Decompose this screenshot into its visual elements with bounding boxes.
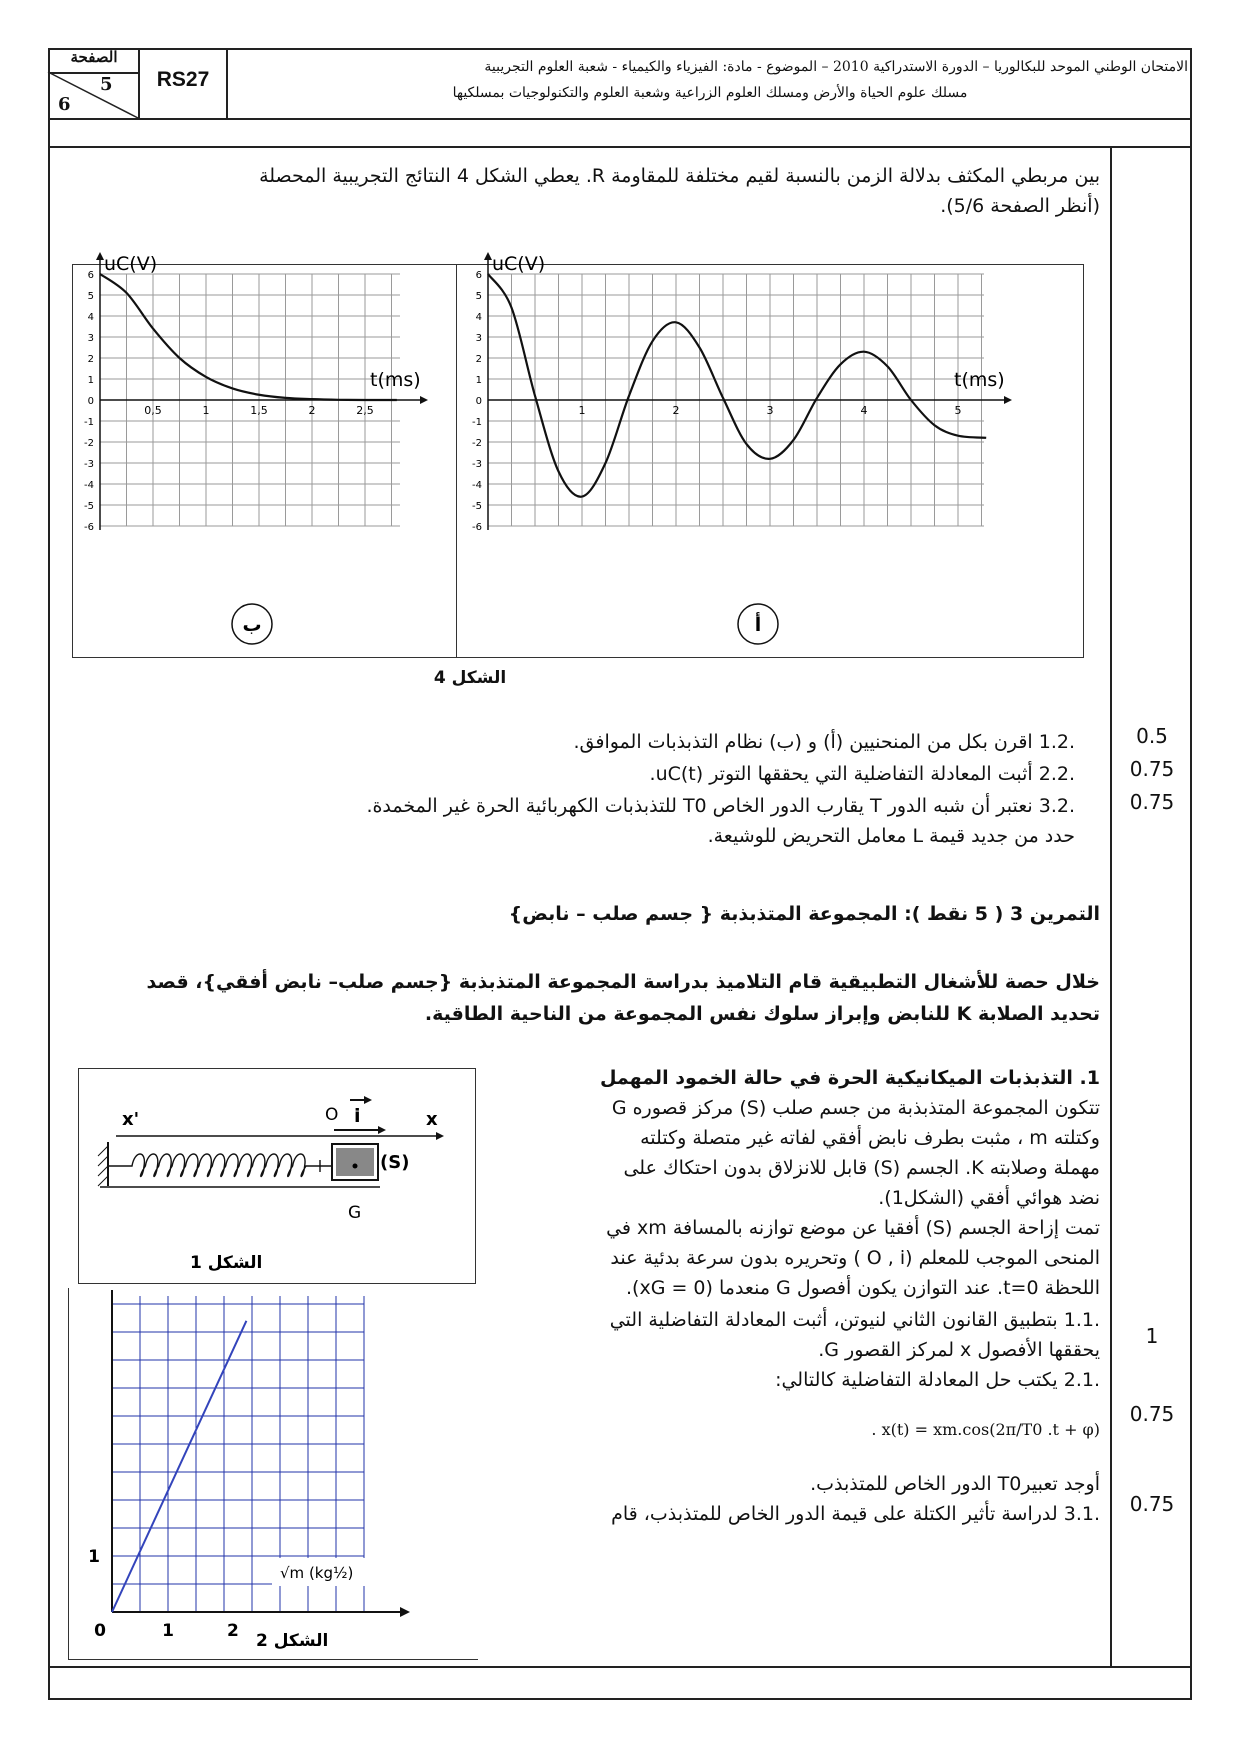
question-1-2-line1: .2.1 يكتب حل المعادلة التفاضلية كالتالي: xyxy=(775,1369,1100,1391)
figure-1-diagram xyxy=(80,1070,474,1282)
intro-line-2: (أنظر الصفحة 5/6). xyxy=(940,195,1100,217)
axis-left-label: x' xyxy=(122,1109,140,1130)
formula: . x(t) = xm.cos(2π/T0 .t + φ) xyxy=(871,1420,1100,1439)
y-tick-label: -6 xyxy=(84,522,94,533)
header-divider xyxy=(48,118,1192,120)
unit-vector-label: i xyxy=(354,1105,361,1127)
x-tick-label: 5 xyxy=(954,404,962,417)
score-q11: 1 xyxy=(1145,1324,1159,1348)
y-tick-label: 3 xyxy=(475,333,482,344)
center-of-mass-dot xyxy=(353,1164,358,1169)
intro-line-1: بين مربطي المكثف بدلالة الزمن بالنسبة لقيم مختلفة للمقاومة R. يعطي الشكل 4 النتائج التجريبية المحصلة xyxy=(259,165,1100,187)
y-tick-label: 5 xyxy=(87,291,94,302)
y-tick-label: 0 xyxy=(87,396,94,407)
x-tick-label: 0,5 xyxy=(144,404,162,417)
para-line-7: اللحظة t=0. عند التوازن يكون أفصول G منعدما (xG = 0). xyxy=(626,1277,1100,1299)
figure-2-chart xyxy=(70,1290,476,1656)
question-2-3: .3.2 نعتبر أن شبه الدور T يقارب الدور الخاص T0 للتذبذبات الكهربائية الحرة غير المخمدة. xyxy=(366,795,1075,817)
x-axis-arrow xyxy=(436,1132,444,1140)
page-number: 5 xyxy=(100,74,113,95)
x-axis-label: √m (kg½) xyxy=(280,1564,354,1582)
y-tick-label: 5 xyxy=(475,291,482,302)
solid-body-fill xyxy=(336,1148,374,1176)
x-axis-arrow xyxy=(420,396,428,404)
x-axis-label: t(ms) xyxy=(954,369,1005,391)
y-tick-label: 1 xyxy=(87,375,94,386)
score-q13: 0.75 xyxy=(1129,1492,1175,1516)
y-tick-label: -1 xyxy=(472,417,482,428)
header-subtitle: مسلك علوم الحياة والأرض ومسلك العلوم الزراعية وشعبة العلوم والتكنولوجيات بمسلكيها xyxy=(452,85,968,101)
body-label: (S) xyxy=(380,1152,410,1173)
x-tick-label: 1 xyxy=(202,404,210,417)
para-line-2: وكتلته m ، مثبت بطرف نابض أفقي لفاته غير متصلة وكتلته xyxy=(640,1127,1100,1149)
question-1-1-line2: يحققها الأفصول x لمركز القصور G. xyxy=(818,1339,1100,1361)
score-q21: 0.5 xyxy=(1136,724,1168,748)
y-tick-label: -3 xyxy=(84,459,94,470)
header-title: الامتحان الوطني الموحد للبكالوريا – الدورة الاستدراكية 2010 – الموضوع - مادة: الفيزياء والكيمياء - شعبة العلوم التجريبية xyxy=(484,59,1188,75)
page-total: 6 xyxy=(58,94,71,115)
score-column-divider xyxy=(1110,146,1112,1666)
question-1-2-line2: أوجد تعبيرT0 الدور الخاص للمتذبذب. xyxy=(810,1473,1100,1495)
y-tick-label: -5 xyxy=(472,501,482,512)
x-tick-0: 0 xyxy=(94,1621,106,1641)
chart-panel-a xyxy=(458,253,1082,656)
y-axis-label: uC(V) xyxy=(104,253,158,275)
score-q12: 0.75 xyxy=(1129,1402,1175,1426)
question-2-3-line2: حدد من جديد قيمة L معامل التحريض للوشيعة. xyxy=(707,825,1075,847)
x-tick-label: 1 xyxy=(578,404,586,417)
x-tick-1: 1 xyxy=(162,1621,174,1641)
y-tick-label: 6 xyxy=(475,270,482,281)
y-tick-label: 6 xyxy=(87,270,94,281)
header-page-box-edge xyxy=(138,48,140,118)
exam-code: RS27 xyxy=(156,68,210,91)
exercise-3-intro-2: تحديد الصلابة K للنابض وإبراز سلوك نفس المجموعة من الناحية الطاقية. xyxy=(424,1003,1100,1025)
chart-panel-b xyxy=(74,253,454,656)
y-tick-label: -2 xyxy=(472,438,482,449)
score-q23: 0.75 xyxy=(1129,790,1175,814)
y-tick-label: -3 xyxy=(472,459,482,470)
x-tick-label: 3 xyxy=(766,404,774,417)
figure-4-caption: الشكل 4 xyxy=(433,668,507,688)
y-tick-label: 1 xyxy=(475,375,482,386)
footer-divider xyxy=(48,1666,1192,1668)
exercise-3-intro-1: خلال حصة للأشغال التطبيقية قام التلاميذ بدراسة المجموعة المتذبذبة {جسم صلب– نابض أفقي}، قصد xyxy=(146,971,1100,993)
x-axis-label: t(ms) xyxy=(370,369,421,391)
para-line-4: نضد هوائي أفقي (الشكل1). xyxy=(878,1187,1100,1209)
x-tick-label: 2,5 xyxy=(356,404,374,417)
header-code-box-edge xyxy=(226,48,228,118)
y-tick-label: 4 xyxy=(475,312,482,323)
para-line-6: المنحى الموجب للمعلم (O , i ) وتحريره بدون سرعة بدئية عند xyxy=(610,1247,1100,1269)
para-line-3: مهملة وصلابته K. الجسم (S) قابل للانزلاق بدون احتكاك على xyxy=(623,1157,1100,1179)
page-label: الصفحة xyxy=(70,48,118,66)
figure-1-caption: الشكل 1 xyxy=(190,1253,263,1273)
data-line xyxy=(112,1321,246,1612)
header-bottom-divider xyxy=(48,146,1192,148)
x-tick-label: 4 xyxy=(860,404,868,417)
para-line-5: تمت إزاحة الجسم (S) أفقيا عن موضع توازنه بالمسافة xm في xyxy=(606,1217,1100,1239)
y-tick-label: -6 xyxy=(472,522,482,533)
y-tick-label: 0 xyxy=(475,396,482,407)
figure-2-caption: الشكل 2 xyxy=(256,1631,329,1651)
spring xyxy=(108,1154,332,1177)
origin-label: O xyxy=(325,1105,339,1125)
x-axis-arrow xyxy=(1004,396,1012,404)
y-tick-1: 1 xyxy=(88,1547,100,1567)
figure-4-divider xyxy=(456,264,457,658)
panel-label: أ xyxy=(754,614,762,636)
x-tick-label: 1,5 xyxy=(250,404,268,417)
question-2-2: .2.2 أثبت المعادلة التفاضلية التي يحققها التوتر uC(t). xyxy=(649,763,1075,785)
question-1-3-line1: .3.1 لدراسة تأثير الكتلة على قيمة الدور الخاص للمتذبذب، قام xyxy=(611,1503,1100,1525)
y-tick-label: -4 xyxy=(472,480,482,491)
center-label: G xyxy=(348,1203,362,1223)
x-tick-2: 2 xyxy=(227,1621,239,1641)
y-tick-label: -1 xyxy=(84,417,94,428)
y-tick-label: 4 xyxy=(87,312,94,323)
score-q22: 0.75 xyxy=(1129,757,1175,781)
y-tick-label: 2 xyxy=(475,354,482,365)
y-tick-label: -2 xyxy=(84,438,94,449)
y-axis-label: uC(V) xyxy=(492,253,546,275)
section-1-title: 1. التذبذبات الميكانيكية الحرة في حالة الخمود المهمل xyxy=(599,1067,1100,1089)
panel-label: ب xyxy=(242,614,262,636)
x-tick-label: 2 xyxy=(672,404,680,417)
y-tick-label: 2 xyxy=(87,354,94,365)
question-2-1: .1.2 اقرن بكل من المنحنيين (أ) و (ب) نظام التذبذبات الموافق. xyxy=(573,731,1075,753)
exercise-3-title: التمرين 3 ( 5 نقط ): المجموعة المتذبذبة { جسم صلب – نابض} xyxy=(508,903,1100,925)
x-tick-label: 2 xyxy=(308,404,316,417)
x-axis-arrow xyxy=(400,1607,410,1617)
y-tick-label: -4 xyxy=(84,480,94,491)
axis-right-label: x xyxy=(426,1109,438,1130)
question-1-1-line1: .1.1 بتطبيق القانون الثاني لنيوتن، أثبت المعادلة التفاضلية التي xyxy=(609,1309,1100,1331)
para-line-1: تتكون المجموعة المتذبذبة من جسم صلب (S) مركز قصوره G xyxy=(611,1097,1100,1119)
y-tick-label: 3 xyxy=(87,333,94,344)
y-tick-label: -5 xyxy=(84,501,94,512)
